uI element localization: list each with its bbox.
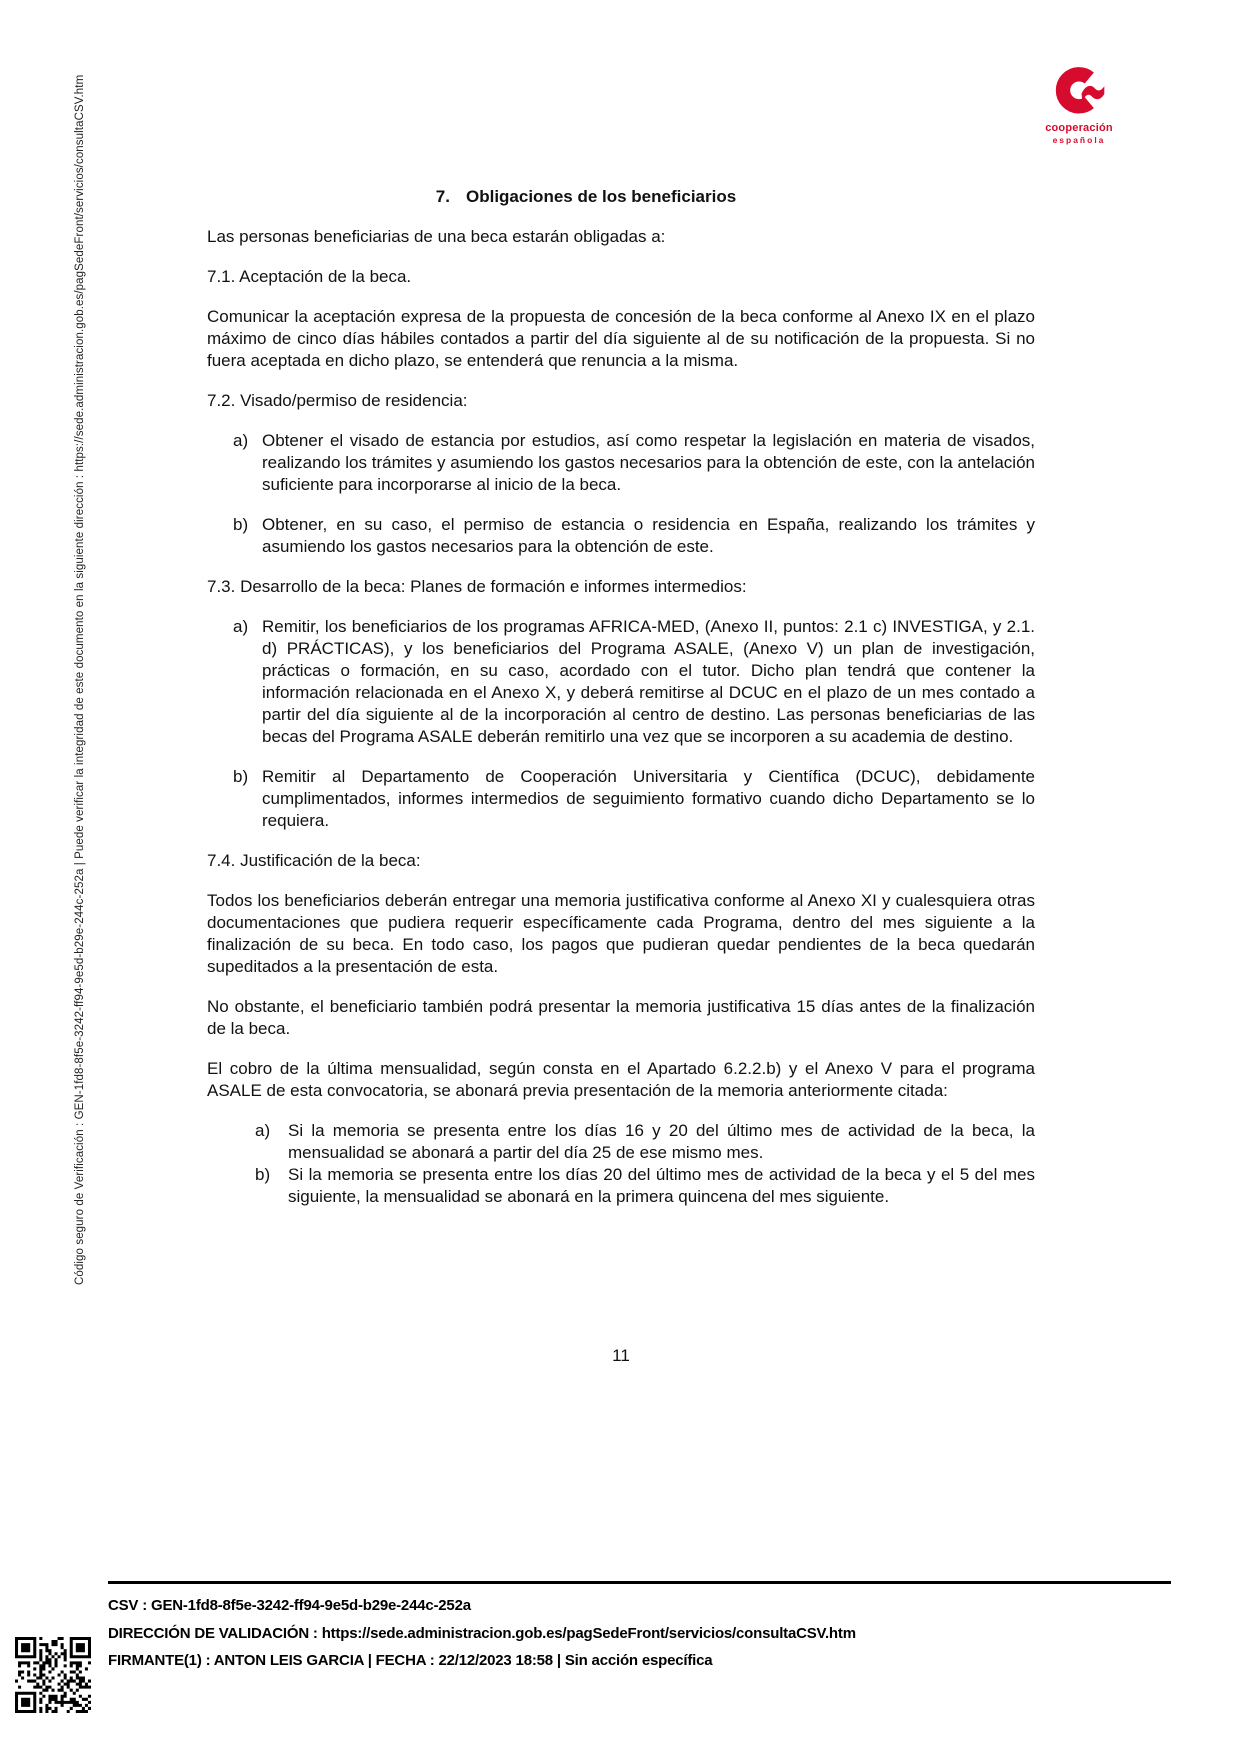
list-item-text: Remitir, los beneficiarios de los programas AFRICA-MED, (Anexo II, puntos: 2.1 c) INVESTIGA, y 2.1. d) PRÁCTICAS), y los beneficiarios del Programa ASALE, (Anexo V) un plan de investigación, prácticas o formación, en su caso, acordado con el tutor. Dicho plan tendrá que contener la información relacionada en el Anexo X, y deberá remitirse al DCUC en el plazo de un mes contado a partir del día siguiente al de la incorporación al centro de destino. Las personas beneficiarias de las becas del Programa ASALE deberán remitirlo una vez que se incorporen a su academia de destino. [262, 617, 1035, 746]
paragraph-no-obstante: No obstante, el beneficiario también podrá presentar la memoria justificativa 15 días antes de la finalización de la beca. [207, 997, 1035, 1038]
paragraph-intro: Las personas beneficiarias de una beca estarán obligadas a: [207, 227, 666, 246]
list-marker: a) [255, 1121, 271, 1140]
list-item-payment-a [207, 1120, 1035, 1164]
footer-csv-line: CSV : GEN-1fd8-8f5e-3242-ff94-9e5d-b29e-244c-252a [108, 1597, 471, 1614]
heading-7-3: 7.3. Desarrollo de la beca: Planes de formación e informes intermedios: [207, 577, 747, 596]
list-item-7-2-a [207, 430, 1035, 496]
list-item-payment-b [207, 1164, 1035, 1208]
list-marker: b) [233, 515, 249, 534]
list-item-text: Si la memoria se presenta entre los días 16 y 20 del último mes de actividad de la beca, la mensualidad se abonará a partir del día 25 de ese mismo mes. [288, 1121, 1035, 1162]
footer-signer-line: FIRMANTE(1) : ANTON LEIS GARCIA | FECHA : 22/12/2023 18:58 | Sin acción específica [108, 1652, 713, 1669]
heading-7-4: 7.4. Justificación de la beca: [207, 851, 421, 870]
cooperacion-c-icon [1052, 64, 1106, 120]
list-item-7-3-b [207, 766, 1035, 832]
list-marker: a) [233, 617, 249, 636]
qr-code [15, 1637, 91, 1713]
logo-text-line2: española [1052, 135, 1106, 145]
page-title [207, 186, 1035, 208]
cooperacion-espanola-logo [1040, 64, 1118, 145]
heading-7-1: 7.1. Aceptación de la beca. [207, 267, 412, 286]
paragraph-acceptance: Comunicar la aceptación expresa de la propuesta de concesión de la beca conforme al Anexo IX en el plazo máximo de cinco días hábiles contados a partir del día siguiente al de su notificación de la propuesta. Si no fuera aceptada en dicho plazo, se entenderá que renuncia a la misma. [207, 307, 1035, 370]
logo-text-line1: cooperación [1045, 122, 1113, 134]
list-item-7-2-b [207, 514, 1035, 558]
heading-7-2: 7.2. Visado/permiso de residencia: [207, 391, 468, 410]
list-marker: a) [233, 431, 249, 450]
list-item-text: Si la memoria se presenta entre los días 20 del último mes de actividad de la beca y el 5 del mes siguiente, la mensualidad se abonará en la primera quincena del mes siguiente. [288, 1165, 1035, 1206]
list-marker: b) [255, 1165, 271, 1184]
csv-vertical-text: Código seguro de Verificación : GEN-1fd8-8f5e-3242-ff94-9e5d-b29e-244c-252a | Puede verificar la integridad de este documento en la siguiente dirección : https://sede.administracion.gob.es/pagSedeFront/servicios/consultaCSV.htm [74, 74, 86, 1285]
footer-divider [108, 1581, 1171, 1584]
page-number: 11 [612, 1346, 630, 1365]
title-number: 7. [435, 187, 450, 206]
footer-block [108, 1592, 1171, 1675]
footer-validation-line: DIRECCIÓN DE VALIDACIÓN : https://sede.administracion.gob.es/pagSedeFront/servicios/consultaCSV.htm [108, 1624, 856, 1642]
title-text: Obligaciones de los beneficiarios [465, 187, 737, 206]
paragraph-justification: Todos los beneficiarios deberán entregar una memoria justificativa conforme al Anexo XI y cualesquiera otras documentaciones que pudiera requerir específicamente cada Programa, dentro del mes siguiente a la finalización de su beca. En todo caso, los pagos que pudieran quedar pendientes de la beca quedarán supeditados a la presentación de esta. [207, 891, 1035, 976]
list-item-text: Remitir al Departamento de Cooperación Universitaria y Científica (DCUC), debidamente cumplimentados, informes intermedios de seguimiento formativo cuando dicho Departamento se lo requiera. [262, 767, 1035, 830]
list-item-7-3-a [207, 616, 1035, 748]
list-item-text: Obtener, en su caso, el permiso de estancia o residencia en España, realizando los trámites y asumiendo los gastos necesarios para la obtención de este. [262, 515, 1035, 556]
list-item-text: Obtener el visado de estancia por estudios, así como respetar la legislación en materia de visados, realizando los trámites y asumiendo los gastos necesarios para la obtención de este, con la antelación suficiente para incorporarse al inicio de la beca. [262, 431, 1035, 494]
paragraph-el-cobro: El cobro de la última mensualidad, según consta en el Apartado 6.2.2.b) y el Anexo V para el programa ASALE de esta convocatoria, se abonará previa presentación de la memoria anteriormente citada: [207, 1059, 1035, 1100]
document-body [207, 186, 1035, 1208]
list-marker: b) [233, 767, 249, 786]
